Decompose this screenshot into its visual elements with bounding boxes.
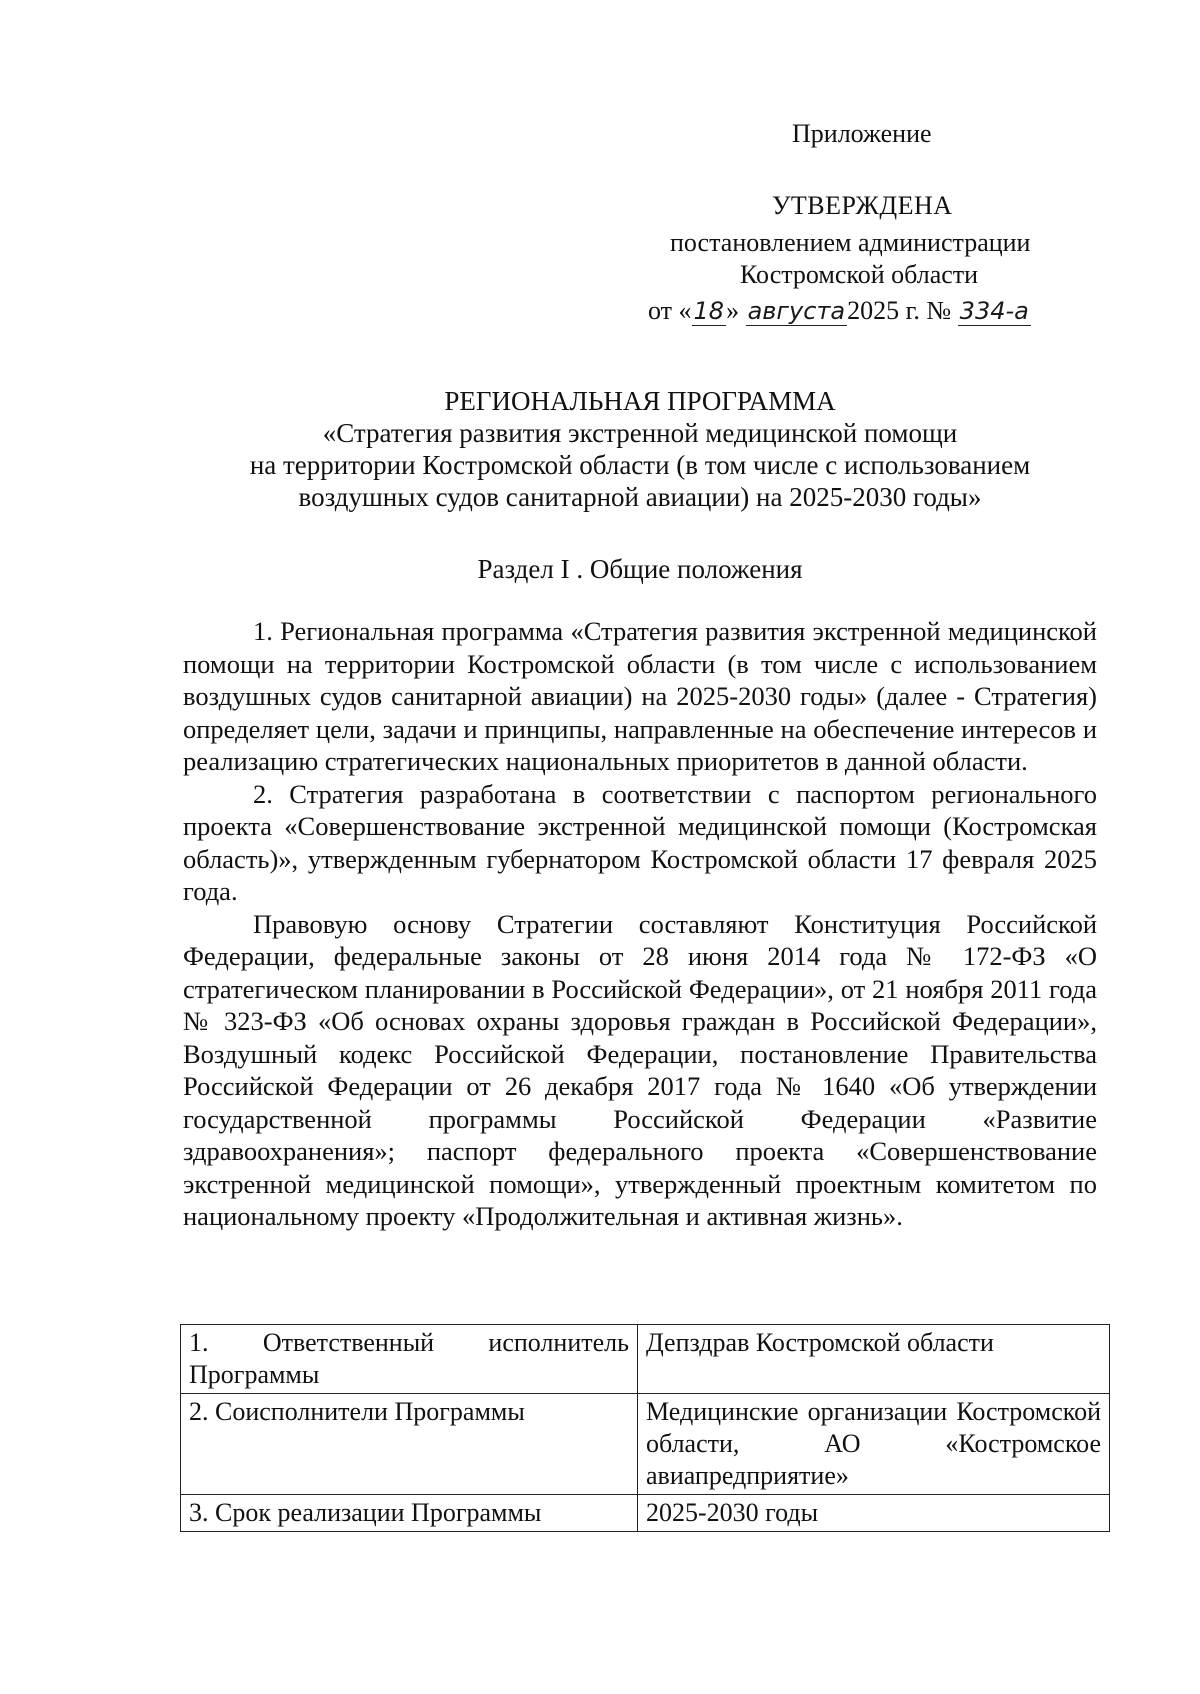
date-day-handwritten: 18: [693, 297, 725, 325]
paragraph-3: Правовую основу Стратегии составляют Конституция Российской Федерации, федеральные законы от 28 июня 2014 года № 172-ФЗ «О стратегическом планировании в Российской Федерации», от 21 ноября 2011 года № 323-ФЗ «Об основах охраны здоровья граждан в Российской Федерации», Воздушный кодекс Российской Федерации, постановление Правительства Российской Федерации от 26 декабря 2017 года № 1640 «Об утверждении государственной программы Российской Федерации «Развитие здравоохранения»; паспорт федерального проекта «Совершенствование экстренной медицинской помощи», утвержденный проектным комитетом по национальному проекту «Продолжительная и активная жизнь».: [183, 908, 1097, 1231]
body-text: [183, 615, 1097, 1233]
table-cell-label: 1. Ответственный исполнитель Программы: [181, 1325, 638, 1394]
date-year: 2025 г. №: [847, 296, 952, 325]
decree-text: постановлением администрации: [670, 228, 1031, 257]
date-mid: »: [726, 296, 740, 325]
section-heading: Раздел I . Общие положения: [477, 554, 803, 584]
decree-number-handwritten: 334-а: [959, 297, 1029, 325]
table-cell-value: Депздрав Костромской области: [638, 1325, 1110, 1394]
title-line-2: «Стратегия развития экстренной медицинской помощи: [322, 418, 958, 448]
region-text: Костромской области: [740, 260, 979, 289]
table-row: [181, 1325, 1110, 1394]
table-row: [181, 1394, 1110, 1495]
program-passport-table: [180, 1324, 1110, 1532]
table-cell-value: 2025-2030 годы: [638, 1495, 1110, 1532]
appendix-label: Приложение: [792, 119, 932, 148]
approved-label: УТВЕРЖДЕНА: [772, 191, 953, 220]
title-line-3: на территории Костромской области (в том числе с использованием: [249, 450, 1031, 480]
table-row: [181, 1495, 1110, 1532]
paragraph-1: 1. Региональная программа «Стратегия развития экстренной медицинской помощи на территории Костромской области (в том числе с использованием воздушных судов санитарной авиации) на 2025-2030 годы» (далее - Стратегия) определяет цели, задачи и принципы, направленные на обеспечение интересов и реализацию стратегических национальных приоритетов в данной области.: [183, 616, 1097, 776]
table-cell-value: Медицинские организации Костромской области, АО «Костромское авиапредприятие»: [638, 1394, 1110, 1495]
program-title: [180, 385, 1100, 513]
date-prefix: от «: [648, 296, 692, 325]
title-line-1: РЕГИОНАЛЬНАЯ ПРОГРАММА: [444, 386, 836, 416]
paragraph-2: 2. Стратегия разработана в соответствии с паспортом регионального проекта «Совершенствование экстренной медицинской помощи (Костромская область)», утвержденным губернатором Костромской области 17 февраля 2025 года.: [183, 778, 1097, 906]
title-line-4: воздушных судов санитарной авиации) на 2025-2030 годы»: [298, 482, 982, 512]
date-month-handwritten: августа: [747, 297, 846, 325]
decree-date-line: [648, 295, 1031, 327]
table-cell-label: 3. Срок реализации Программы: [181, 1495, 638, 1532]
table-cell-label: 2. Соисполнители Программы: [181, 1394, 638, 1495]
